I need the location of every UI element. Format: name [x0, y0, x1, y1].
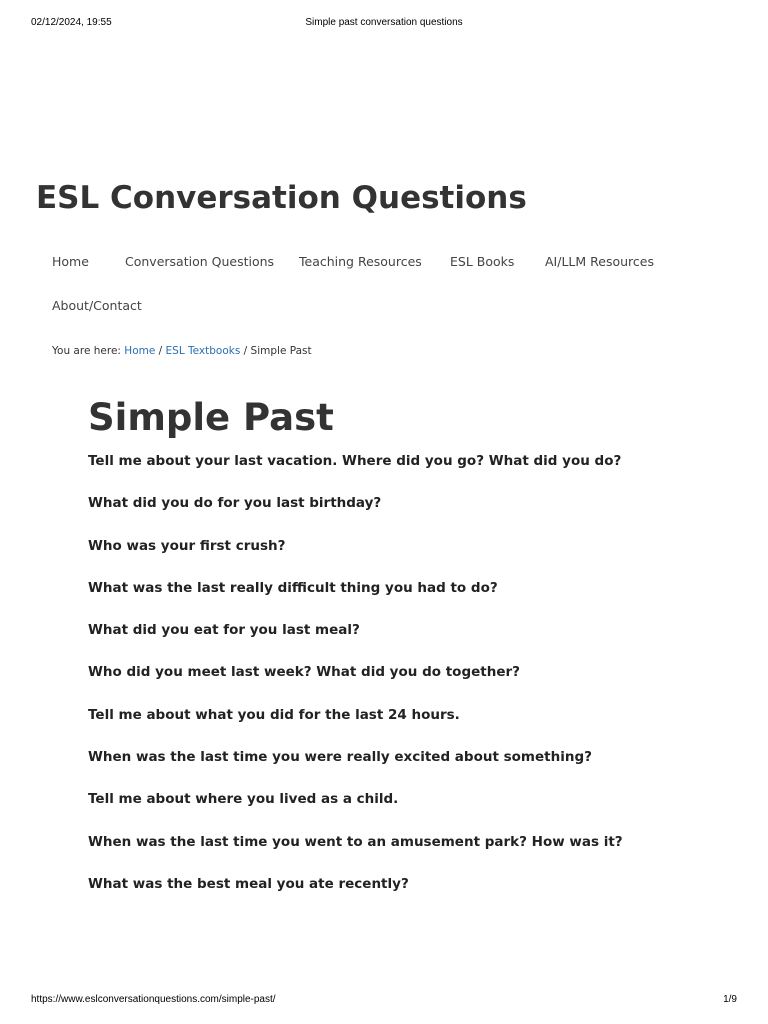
breadcrumb	[52, 345, 312, 357]
page-title: Simple Past	[88, 396, 334, 439]
nav-item-ai-llm-resources[interactable]: AI/LLM Resources	[545, 254, 654, 269]
question-item: What was the last really difficult thing you had to do?	[88, 579, 498, 596]
site-title[interactable]: ESL Conversation Questions	[36, 180, 527, 216]
print-footer	[0, 994, 768, 1008]
nav-item-about-contact[interactable]: About/Contact	[52, 298, 142, 313]
print-header	[0, 17, 768, 31]
question-item: Who did you meet last week? What did you do together?	[88, 664, 520, 681]
question-item: What did you do for you last birthday?	[88, 495, 382, 512]
nav-item-home[interactable]: Home	[52, 254, 89, 269]
print-doc-title: Simple past conversation questions	[305, 17, 463, 28]
print-page-number: 1/9	[723, 994, 737, 1005]
nav-item-esl-books[interactable]: ESL Books	[450, 254, 515, 269]
question-item: What was the best meal you ate recently?	[88, 875, 409, 892]
print-url: https://www.eslconversationquestions.com/simple-past/	[31, 994, 276, 1005]
breadcrumb-separator: /	[155, 345, 166, 357]
question-item: What did you eat for you last meal?	[88, 622, 360, 639]
print-datetime: 02/12/2024, 19:55	[31, 17, 112, 28]
breadcrumb-prefix: You are here:	[52, 345, 125, 357]
question-item: Tell me about what you did for the last 24 hours.	[88, 706, 460, 723]
question-item: When was the last time you went to an amusement park? How was it?	[88, 833, 623, 850]
breadcrumb-home-link[interactable]: Home	[124, 345, 156, 357]
breadcrumb-current: Simple Past	[250, 345, 312, 357]
question-list	[88, 453, 748, 918]
nav-item-teaching-resources[interactable]: Teaching Resources	[299, 254, 422, 269]
question-item: When was the last time you were really excited about something?	[88, 749, 592, 766]
question-item: Tell me about your last vacation. Where did you go? What did you do?	[88, 453, 622, 469]
breadcrumb-esl-textbooks-link[interactable]: ESL Textbooks	[165, 345, 241, 357]
question-item: Who was your first crush?	[88, 537, 286, 554]
nav-item-conversation-questions[interactable]: Conversation Questions	[125, 254, 275, 269]
breadcrumb-separator: /	[240, 345, 251, 357]
question-item: Tell me about where you lived as a child.	[88, 791, 399, 808]
